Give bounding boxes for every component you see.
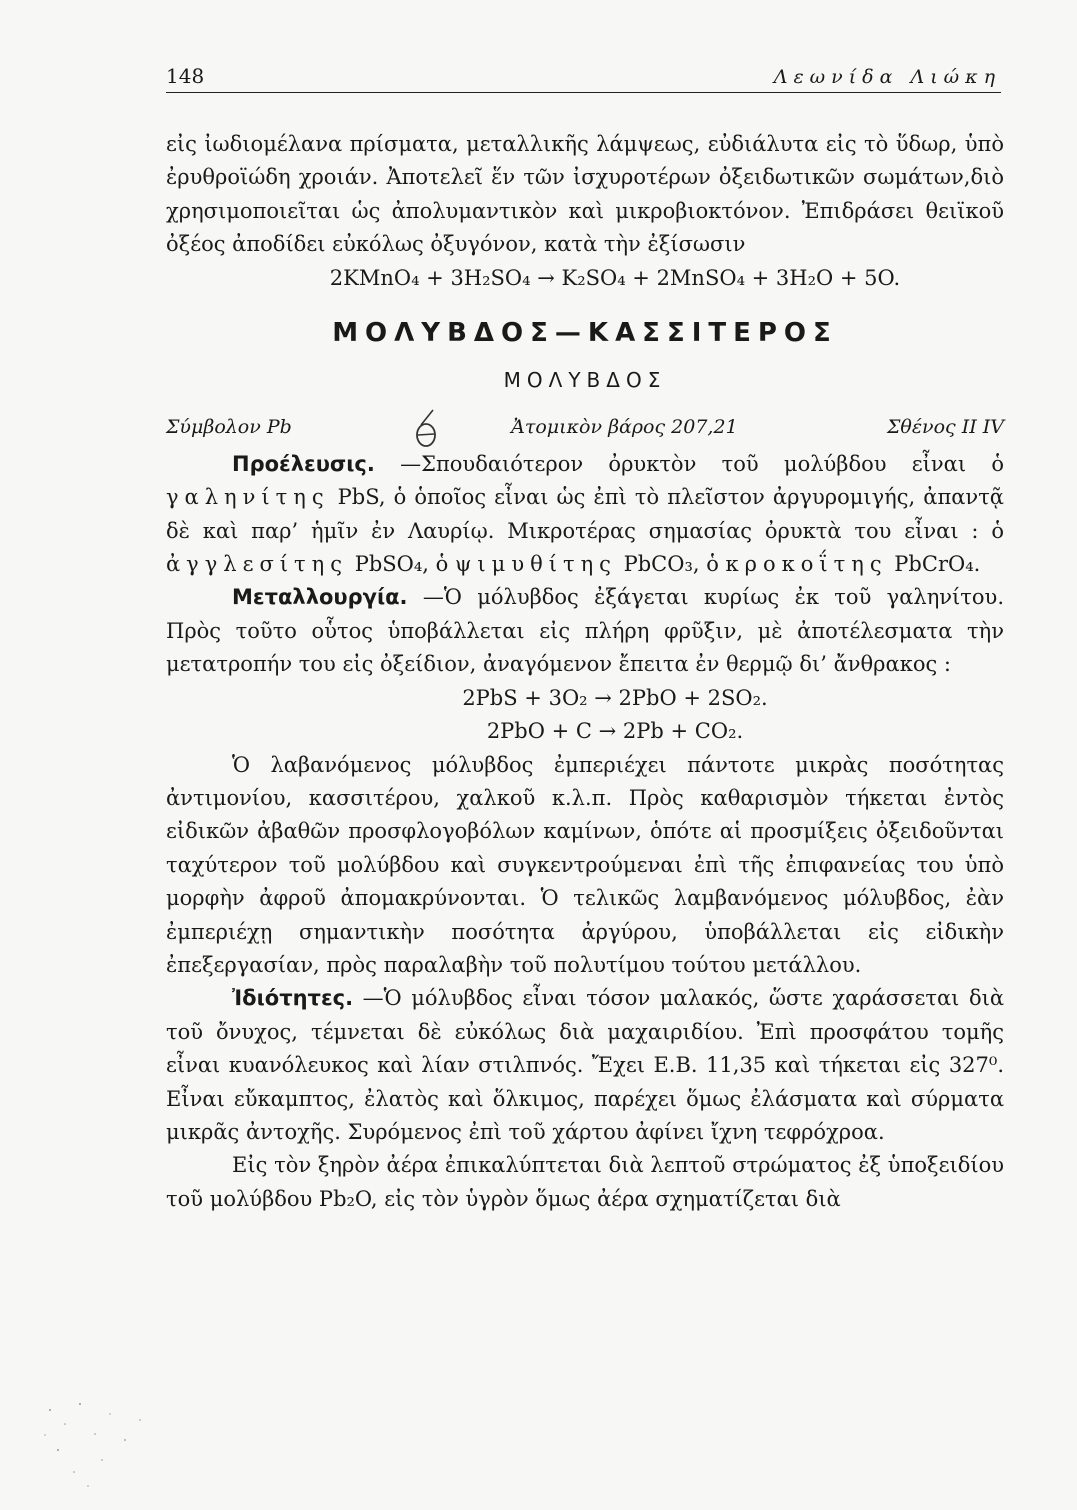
- properties-heading: Ἰδιότητες.: [232, 986, 354, 1011]
- origin-text-1: —Σπουδαιότερον ὀρυκτὸν τοῦ μολύβδου εἶναι ὁ: [374, 451, 1004, 476]
- permanganate-equation: 2KMnO₄ + 3H₂SO₄ → K₂SO₄ + 2MnSO₄ + 3H₂O + 5O.: [329, 265, 901, 290]
- atomic-weight: Ἀτομικὸν βάρος 207,21: [511, 415, 738, 438]
- valence: Σθένος II IV: [886, 415, 1004, 438]
- galena-roasting-equation: 2PbS + 3O₂ → 2PbO + 2SO₂.: [462, 685, 768, 710]
- section-title: ΜΟΛΥΒΔΟΣ—ΚΑΣΣΙΤΕΡΟΣ: [332, 318, 838, 349]
- origin-text-3: PbSO₄, ὁ: [348, 552, 455, 577]
- mineral-crocoite: κροκοΐτης: [725, 552, 888, 577]
- section-subtitle: ΜΟΛΥΒΔΟΣ: [503, 368, 667, 393]
- origin-heading: Προέλευσις.: [232, 451, 375, 476]
- paper-speckle-icon: [30, 1390, 170, 1510]
- origin-text-4: PbCO₃, ὁ: [616, 552, 726, 577]
- metallurgy-paragraph: [166, 581, 1004, 681]
- properties-text: —Ὁ μόλυβδος εἶναι τόσον μαλακός, ὥστε χαράσσεται διὰ τοῦ ὄνυχος, τέμνεται δὲ εὐκόλως διὰ μαχαιριδίου. Ἐπὶ προσφάτου τομῆς εἶναι κυανόλευκος καὶ λίαν στιλπνός. Ἔχει Ε.Β. 11,35 καὶ τήκεται εἰς 327⁰. Εἶναι εὔκαμπτος, ἐλατὸς καὶ ὅλκιμος, παρέχει ὅμως ἐλάσματα καὶ σύρματα μικρᾶς ἀντοχῆς. Συρόμενος ἐπὶ τοῦ χάρτου ἀφίνει ἴχνη τεφρόχροα.: [166, 986, 1004, 1144]
- refining-paragraph: Ὁ λαβανόμενος μόλυβδος ἐμπεριέχει πάντοτε μικρὰς ποσότητας ἀντιμονίου, κασσιτέρου, χαλκοῦ κ.λ.π. Πρὸς καθαρισμὸν τήκεται ἐντὸς εἰδικῶν ἀβαθῶν προσφλογοβόλων καμίνων, ὁπότε αἱ προσμίξεις ὀξειδοῦνται ταχύτερον τοῦ μολύβδου καὶ συγκεντρούμεναι ἐπὶ τῆς ἐπιφανείας του ὑπὸ μορφὴν ἀφροῦ ἀπομακρύνονται. Ὁ τελικῶς λαμβανόμενος μόλυβδος, ἐὰν ἐμπεριέχῃ σημαντικὴν ποσότητα ἀργύρου, ὑποβάλλεται εἰς εἰδικὴν ἐπεξεργασίαν, πρὸς παραλαβὴν τοῦ πολυτίμου τούτου μετάλλου.: [166, 752, 1004, 977]
- element-metadata: [166, 412, 1004, 442]
- origin-text-5: PbCrO₄.: [887, 552, 981, 577]
- element-symbol: Σύμβολον Pb: [166, 415, 292, 438]
- origin-text-2: PbS, ὁ ὁποῖος εἶναι ὡς ἐπὶ τὸ πλεῖστον ἀργυρομιγής, ἀπαντᾷ δὲ καὶ παρ’ ἡμῖν ἐν Λαυρίῳ. Μικροτέρας σημασίας ὀρυκτὰ του εἶναι : ὁ: [166, 485, 1004, 543]
- metallurgy-heading: Μεταλλουργία.: [232, 585, 408, 610]
- mineral-galena: γαληνίτης: [166, 485, 330, 510]
- running-head: Λεωνίδα Λιώκη: [773, 66, 1001, 88]
- metallurgy-text: —Ὁ μόλυβδος ἐξάγεται κυρίως ἐκ τοῦ γαληνίτου. Πρὸς τοῦτο οὗτος ὑποβάλλεται εἰς πλήρη φρῦξιν, μὲ ἀποτέλεσματα τὴν μετατροπήν του εἰς ὀξείδιον, ἀναγόμενον ἔπειτα ἐν θερμῷ δι’ ἄνθρακος :: [166, 585, 1004, 677]
- body-text: [166, 128, 1004, 1216]
- mineral-cerussite: ψιμυθίτης: [454, 552, 617, 577]
- properties-paragraph: [166, 982, 1004, 1149]
- page-header: [166, 62, 1001, 93]
- oxidation-paragraph: Εἰς τὸν ξηρὸν ἀέρα ἐπικαλύπτεται διὰ λεπτοῦ στρώματος ἐξ ὑποξειδίου τοῦ μολύβδου Pb₂O, εἰς τὸν ὑγρὸν ὅμως ἀέρα σχηματίζεται διὰ: [166, 1153, 1004, 1211]
- lead-reduction-equation: 2PbO + C → 2Pb + CO₂.: [486, 719, 744, 744]
- mineral-anglesite: ἀγγλεσίτης: [166, 552, 349, 577]
- origin-paragraph: [166, 448, 1004, 582]
- page-number: 148: [166, 64, 205, 88]
- intro-paragraph: εἰς ἰωδιομέλανα πρίσματα, μεταλλικῆς λάμψεως, εὐδιάλυτα εἰς τὸ ὕδωρ, ὑπὸ ἐρυθροϊώδη χροιάν. Ἀποτελεῖ ἕν τῶν ἰσχυροτέρων ὀξειδωτικῶν σωμάτων,διὸ χρησιμοποιεῖται ὡς ἀπολυμαντικὸν καὶ μικροβιοκτόνον. Ἐπιδράσει θειϊκοῦ ὀξέος ἀποδίδει εὐκόλως ὀξυγόνον, κατὰ τὴν ἐξίσωσιν: [166, 132, 1004, 257]
